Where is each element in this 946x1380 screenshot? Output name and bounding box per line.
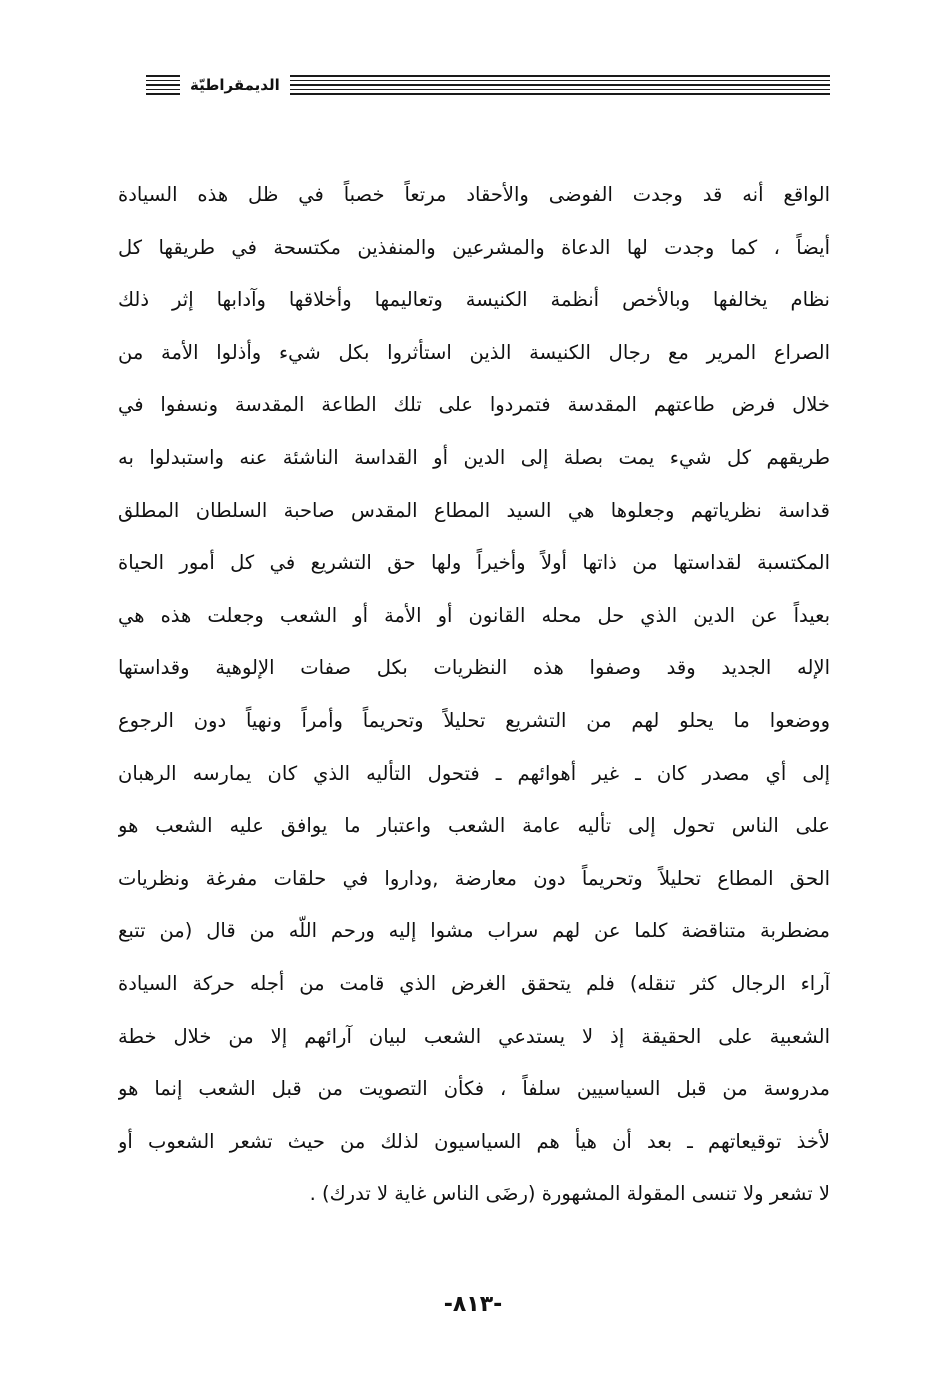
text-line: آراء الرجال كثر تنقله) فلم يتحقق الغرض الذي قامت من أجله حركة السيادة <box>118 971 830 995</box>
body-paragraph <box>118 170 830 1222</box>
text-line: الإله الجديد وقد وصفوا هذه النظريات بكل صفات الإلوهية وقداستها <box>118 656 830 680</box>
text-line: خلال فرض طاعتهم المقدسة فتمردوا على تلك الطاعة المقدسة ونسفوا في <box>118 393 830 417</box>
text-line: طريقهم كل شيء يمت بصلة إلى الدين أو القداسة الناشئة عنه واستبدلوا به <box>118 445 830 469</box>
running-header-title: الديمقراطيّة <box>190 76 280 94</box>
text-line: مدروسة من قبل السياسيين سلفاً ، فكأن التصويت من قبل الشعب إنما هو <box>118 1077 830 1101</box>
running-header <box>146 70 830 100</box>
text-line: مضطربة متناقضة كلما عن لهم سراب مشوا إليه ورحم اللّه من قال (من تتبع <box>118 919 830 943</box>
text-line: المكتسبة لقداستها من ذاتها أولاً وأخيراً ولها حق التشريع في كل أمور الحياة <box>118 551 830 575</box>
text-line: ووضعوا ما يحلو لهم من التشريع تحليلاً وتحريماً وأمراً ونهياً دون الرجوع <box>118 708 830 732</box>
header-rule-long <box>290 75 830 95</box>
page-number: -٨١٣- <box>443 1292 503 1317</box>
text-line: الواقع أنه قد وجدت الفوضى والأحقاد مرتعاً خصباً في ظل هذه السيادة <box>118 183 830 206</box>
text-line: لا تشعر ولا تنسى المقولة المشهورة (رضَى الناس غاية لا تدرك) . <box>309 1182 830 1206</box>
text-line: بعيداً عن الدين الذي حل محله القانون أو الأمة أو الشعب وجعلت هذه هي <box>118 603 830 627</box>
header-rule-short <box>146 75 180 95</box>
text-line: إلى أي مصدر كان ـ غير أهوائهم ـ فتحول التأليه الذي كان يمارسه الرهبان <box>118 761 830 785</box>
text-line: الشعبية على الحقيقة إذ لا يستدعي الشعب لبيان آرائهم إلا من خلال خطة <box>118 1024 830 1048</box>
text-line: أيضاً ، كما وجدت لها الدعاة والمشرعين والمنفذين مكتسحة في طريقها كل <box>118 235 830 259</box>
text-line: الصراع المرير مع رجال الكنيسة الذين استأثروا بكل شيء وأذلوا الأمة من <box>118 340 830 364</box>
text-line: نظام يخالفها وبالأخص أنظمة الكنيسة وتعاليمها وأخلاقها وآدابها إثر ذلك <box>118 288 830 312</box>
text-line: لأخذ توقيعاتهم ـ بعد أن هيأ هم السياسيون لذلك من حيث تشعر الشعوب أو <box>118 1129 830 1153</box>
text-line: قداسة نظرياتهم وجعلوها هي السيد المطاع المقدس صاحبة السلطان المطلق <box>118 498 830 522</box>
text-line: على الناس تحول إلى تأليه عامة الشعب واعتبار ما يوافق عليه الشعب هو <box>118 814 830 838</box>
text-line: الحق المطاع تحليلاً وتحريماً دون معارضة ,وداروا في حلقات مفرغة ونظريات <box>118 866 830 890</box>
